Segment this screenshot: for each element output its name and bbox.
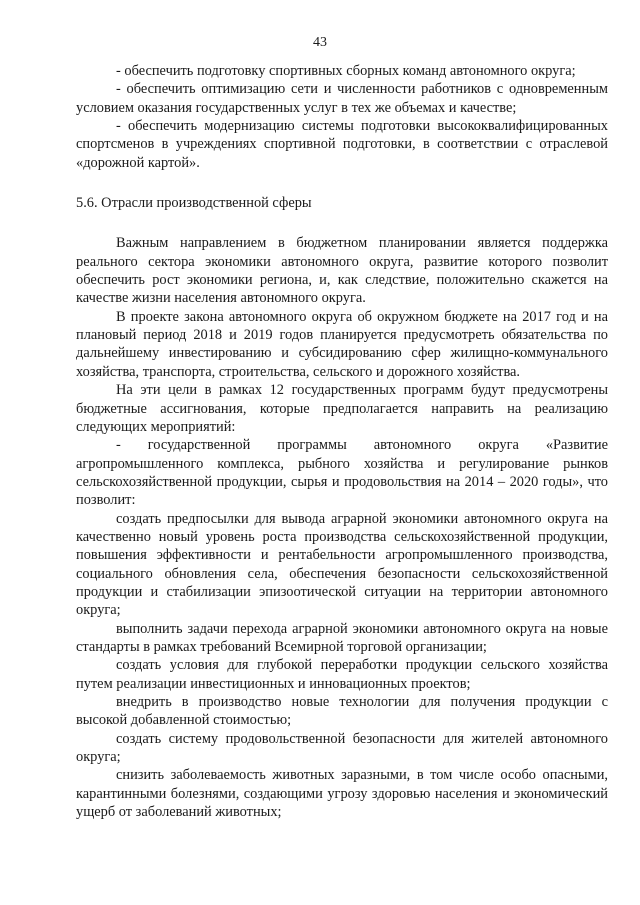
paragraph: На эти цели в рамках 12 государственных программ будут предусмотрены бюджетные ассигнования, которые предполагается направить на реализацию следующих мероприятий: (76, 382, 608, 435)
paragraph: В проекте закона автономного округа об окружном бюджете на 2017 год и на плановый период 2018 и 2019 годов планируется предусмотреть обязательства по дальнейшему инвестированию и субсидированию сфер жилищно-коммунального хозяйства, транспорта, строительства, сельского и дорожного хозяйства. (76, 308, 608, 380)
paragraph: - обеспечить подготовку спортивных сборных команд автономного округа; (116, 63, 576, 79)
paragraph: снизить заболеваемость животных заразными, в том числе особо опасными, карантинными болезнями, создающими угрозу здоровью населения и экономический ущерб от заболеваний животных; (76, 767, 608, 821)
paragraph: внедрить в производство новые технологии для получения продукции с высокой добавленной стоимостью; (76, 694, 608, 729)
paragraph: Важным направлением в бюджетном планировании является поддержка реального сектора экономики автономного округа, развитие которого позволит обеспечить рост экономики региона, и, как следствие, положительно скажется на качестве жизни населения автономного округа. (76, 235, 608, 307)
paragraph: создать условия для глубокой переработки продукции сельского хозяйства путем реализации инвестиционных и инновационных проектов; (76, 657, 608, 692)
paragraph: - государственной программы автономного округа «Развитие агропромышленного комплекса, рыбного хозяйства и регулирование рынков сельскохозяйственной продукции, сырья и продовольствия на 2014 – 2020 годы», что позволит: (76, 437, 608, 509)
paragraph: - обеспечить оптимизацию сети и численности работников с одновременным условием оказания государственных услуг в тех же объемах и качестве; (76, 81, 608, 116)
paragraph: выполнить задачи перехода аграрной экономики автономного округа на новые стандарты в рамках требований Всемирной торговой организации; (76, 620, 608, 655)
document-body (76, 62, 608, 821)
paragraph: - обеспечить модернизацию системы подготовки высококвалифицированных спортсменов в учреждениях спортивной подготовки, в соответствии с отраслевой «дорожной картой». (76, 118, 608, 171)
page-number: 43 (313, 35, 327, 50)
paragraph: создать предпосылки для вывода аграрной экономики автономного округа на качественно новый уровень роста производства сельскохозяйственной продукции, повышения эффективности и рентабельности агропромышленного производства, социального обновления села, обеспечения безопасности сельскохозяйственной продукции и стабилизации эпизоотической ситуации на территории автономного округа; (76, 510, 608, 619)
section-heading: 5.6. Отрасли производственной сферы (76, 195, 312, 212)
paragraph: создать систему продовольственной безопасности для жителей автономного округа; (76, 730, 608, 766)
